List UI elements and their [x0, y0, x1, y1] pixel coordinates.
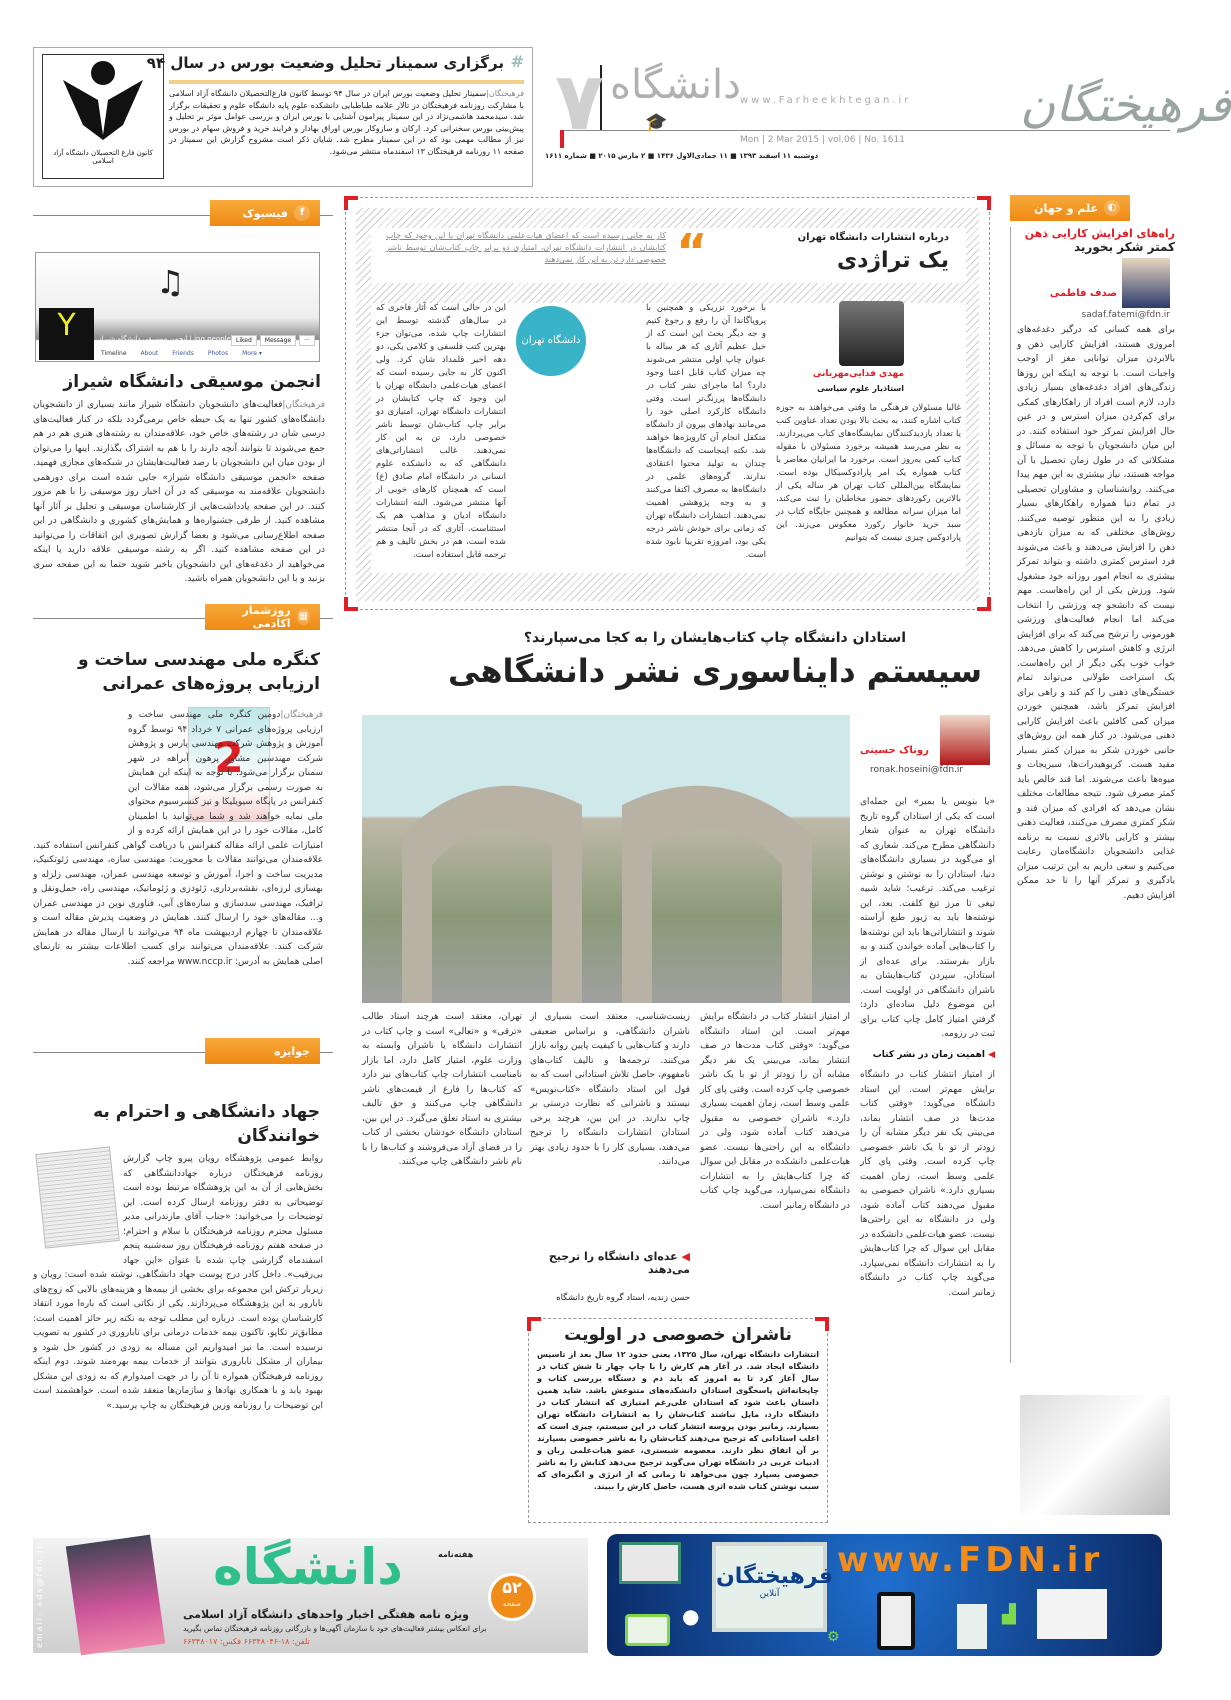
weekly-phone: تلفن: ۱۸-۶۶۳۴۸۰۴۶ فکس: ۶۶۳۴۸۰۱۷ [183, 1637, 310, 1646]
more-button[interactable]: ··· [299, 335, 315, 346]
private-body: انتشارات دانشگاه تهران، سال ۱۳۲۵، یعنی حدود ۱۲ سال بعد از تاسیس دانشگاه ایجاد شد. در آغاز هم کارش را با چاپ چهار تا شش کتاب در سال آغاز کرد تا به امروز که باید دم و دستگاه بررسی کتاب و چاپخانه‌اش پاسخگوی استادان دانشکده‌های متنوعش باشد. شاید همین داستان باعث شود که استادان علی‌رغم امتیازی که انتشار کتاب در دانشگاه دارد، مایل نباشند کتاب‌شان را به انتشارات دانشگاه تهران بسپارند. زمانبر بودن پروسه انتشار کتاب در این سیستم، چیزی است که اغلب استادانی که ترجیح می‌دهند کتاب‌شان را به ناشر خصوصی بسپارند بر آن اتفاق نظر دارند. معصومه شبستری، عضو هیات‌علمی زبان و ادبیات عربی در دانشگاه تهران می‌گوید ترجیح می‌دهد کتابش را به ناشر خصوصی بسپارد چون می‌خواهد تا زمانی که از انرژی و انگیزه‌ای که سبب نوشتن کتاب شده اثری هست، حاصل کارش را ببیند. [537, 1350, 819, 1491]
logo-text: کانون فارغ التحصیلان دانشگاه آزاد اسلامی [53, 149, 153, 165]
chevron-icon: ◀ [984, 1049, 995, 1060]
ad-email: email: ads@fdn.ir [35, 1543, 44, 1648]
fb-page-name: انجمن موسیقی دانشگاه شیراز | ing people [98, 335, 231, 343]
tab-more[interactable]: More ▾ [242, 350, 262, 357]
fdn-url: www.FDN.ir [837, 1540, 1104, 1580]
document-icon [957, 1604, 987, 1649]
cloud-gear-icon: ⚙ [827, 1629, 840, 1645]
author-email: ronak.hoseini@fdn.ir [870, 765, 964, 775]
author-photo [940, 715, 990, 765]
science-title: کمتر شکر بخورید [1073, 240, 1175, 254]
tragedy-col-3: این در حالی است که آثار فاخری که در سال‌های گذشته توسط این انتشارات چاپ شده، می‌توان جزء بهترین کتب فلسفی و کلامی یکی، دو دهه اخیر قلمداد شان کرد. ولی اکنون کار به جایی رسیده است که اعضای هیات‌علمی دانشگاه تهران با این وجود که چاپ کتابشان در انتشارات دانشگاه تهران، امتیازی دو برابر چاپ کتاب‌شان توسط ناشر خصوصی دارد، تن به این کار نمی‌دهند. غالب انتشاراتی‌های دانشگاهی که به دانشکده علوم انسانی در دانشگاه امام صادق (ع) است که همچنان کارهای خوبی از آنها منتشر می‌شود. البته انتشارات دانشگاه ادیان و مذاهب هم یک استثناست. آثاری که در آنجا منتشر شده است، هم در بخش تالیف و هم ترجمه قابل استفاده است. [376, 303, 506, 560]
top-news-body: فرهیختگان|سمینار تحلیل وضعیت بورس ایران در سال ۹۴ توسط کانون فارغ‌التحصیلان دانشگاه آزاد اسلامی با مشارکت روزنامه فرهیختگان در تالار علامه طباطبایی دانشکده علوم پایه دانشگاه علوم و تحقیقات برگزار شد. سیدمحمد هاشمی‌نژاد در این سمینار پیرامون آشنایی با بورس ایران و بررسی عوامل موثر بر تحلیل و پیش‌بینی بورس سخنرانی کرد. ارکان و سازوکار بورس اوراق بهادار و فرایند خرید و فروش سهام در بورس نیز از مطالب مهمی بود که در این سمینار مطرح شد. شایان ذکر است مشروح گزارش این سمینار در صفحه ۱۱ روزنامه فرهیختگان ۱۳ اسفندماه منتشر می‌شود. [169, 89, 525, 156]
graduation-cap-icon: 🎓 [645, 112, 668, 133]
private-publishers-box [528, 1318, 828, 1523]
academic-title: کنگره ملی مهندسی ساخت و ارزیابی پروژه‌های عمرانی [77, 650, 320, 694]
academic-body: فرهیختگان|دومین کنگره ملی مهندسی ساخت و ارزیابی پروژه‌های عمرانی ۷ خرداد ۹۴ توسط گروه آموزش و پژوهش شرکت مهندسی پارس و پژوهش شرکت مهندسین مشاور پرهون آبراهه در شهر سمنان برگزار می‌شود. با توجه به اینکه این همایش به صورت رسمی برگزار می‌شود، همه مقالات این کنفرانس در پایگاه سیویلیکا و نیز کنسرسیوم محتوای ملی نمایه خواهند شد و شما می‌توانید با اطمینان کامل، مقالات خود را در این همایش ارائه کرده و از امتیازات علمی ارائه مقاله کنفرانس با دریافت گواهی کنفرانس استفاده کنید. علاقه‌مندان می‌توانند مقالات با محوریت: مهندسی سازه، مهندسی ژئوتکنیک، مدیریت ساخت و اجرا، آموزش و توسعه مهندسی عمران، مهندسی زلزله و بهسازی لرزه‌ای، نقشه‌برداری، ژئودزی و ژئوماتیک، مهندسی راه، حمل‌ونقل و ترافیک، مهندسی سدسازی و سازه‌های آبی، فناوری نوین در مهندسی عمران و... مقاله‌های خود را ارسال کنند. همایش در وضعیت پذیرش مقاله است و علاقه‌مندان تا چهارم اردیبهشت ماه ۹۴ می‌توانند با ارسال مقاله در همایش شرکت کنند. علاقه‌مندان می‌توانند برای کسب اطلاعات بیشتر به تارنمای اصلی همایش به آدرس: www.nccp.ir مراجعه کنند. [33, 710, 323, 967]
weekly-subtitle: ویژه نامه هفتگی اخبار واحدهای دانشگاه آزاد اسلامی [183, 1608, 469, 1621]
author-email: sadaf.fatemi@fdn.ir [1081, 310, 1170, 320]
globe-icon: ◐ [1104, 200, 1120, 216]
section-title: دانشگاه [610, 62, 741, 108]
tab-timeline[interactable]: Timeline [101, 350, 127, 357]
date-en: Mon | 2 Mar 2015 | vol.06 | No. 1611 [740, 135, 905, 145]
music-couple-icon: ♫ [156, 263, 185, 301]
reply-badge: جوایزه [205, 1038, 320, 1064]
brand-logo: فرهیختگان [1020, 77, 1231, 133]
page-avatar: Y [39, 308, 94, 360]
tragedy-quote: کار به جایی رسیده است که اعضای هیات‌علمی دانشگاه تهران با این وجود که چاپ کتابشان در انتشارات دانشگاه تهران، امتیازی دو برابر چاپ کتاب‌شان توسط ناشر خصوصی دارد تن به این کار نمی‌دهند [386, 231, 666, 264]
main-col-2: از امتیاز انتشار کتاب در دانشگاه برایش مهم‌تر است. این استاد دانشگاه می‌گوید: «وقتی کتاب مدت‌ها در صف انتشار بماند، می‌بینی یک نفر دیگر مشابه آن را زودتر از تو با یک ناشر خصوصی چاپ کرده است. وقتی پای کار علمی وسط است، زمان اهمیت بسیاری دارد.» ناشران خصوصی به مقبول می‌دهند کتاب آماده شود، ولی در دانشگاه به این راحتی‌ها نیست. عضو هیات‌علمی دانشکده در مقابل این سوال که چرا کتاب‌هایش را به انتشارات دانشگاه نمی‌سپارد، می‌گوید چاپ کتاب در دانشگاه زمانبر است. [700, 1012, 850, 1211]
fdn-online-ad[interactable] [607, 1534, 1162, 1656]
phone-icon [625, 1614, 670, 1646]
science-badge: ◐ علم و جهان [1010, 195, 1130, 221]
sugar-image [1020, 1395, 1170, 1515]
weekly-text: برای انعکاس بیشتر فعالیت‌های خود با سازمان آگهی‌ها و بازرگانی روزنامه فرهیختگان تماس بگیرید [183, 1624, 487, 1633]
university-gate-photo [362, 715, 850, 1003]
subhead-university: ◀ عده‌ای دانشگاه را ترجیح می‌دهند [548, 1250, 690, 1276]
main-kicker: استادان دانشگاه چاپ کتاب‌هایشان را به کجا می‌سپارند؟ [523, 630, 907, 646]
author-role: استادیار علوم سیاسی [817, 384, 904, 393]
academic-badge: ▦ روزشمار اکادمی [205, 604, 320, 630]
association-logo [42, 54, 164, 179]
top-news-box [33, 47, 533, 187]
science-body: برای همه کسانی که درگیر دغدغه‌های امروزی هستند، افزایش کارایی ذهن و بالابردن میزان توانایی مغز از اوجب واجبات است. با توجه به اینکه این روزها زندگی‌های افراد دغدغه‌های بسیار زیادی دارد، لازم است افراد از راهکارهای کمکی برای کم‌کردن میزان استرس و در عین حال افزایش تمرکز خود استفاده کنند. در این میان دانشجویان با توجه به مسائل و مشکلاتی که در طول زمان تحصیل با آن مواجه هستند، نیاز بیشتری به این مهم پیدا می‌کنند. روانشناسان و مشاوران تحصیلی در تمام دنیا همواره راهکارهای بسیار زیادی را به این منظور توصیه می‌کنند. روش‌های مختلفی که به میزان بازدهی ذهن را افزایش می‌دهند و باعث می‌شوند فرد استرس کمتری داشته و بتواند تمرکز بیشتری به انجام امور روزانه خود مشغول شود. ورزش یکی از این راه‌هاست. مهم نیست که دانشجو چه ورزشی را انتخاب می‌کند اما انجام فعالیت‌های ورزشی هورمونی را ترشح می‌کند که برای افزایش انرژی و کاهش استرس را کاهش می‌دهد. خواب خوب یکی دیگر از این راه‌هاست. یک استراحت طولانی می‌تواند تمام خستگی‌های ذهنی را کم کند و راهی برای افزایش تمرکز باشد. همچنین خوردن میزان کمی کافئین باعث افزایش کارایی ذهنی می‌شود. در کنار همه این روش‌های جانبی خوردن شکر به میزان کمتر بسیار مفید هست. کربوهیدرات‌ها، سبزیجات و میوه‌ها باعث می‌شوند. اما قند خالص باید کمتر مصرف شود. نتیجه مطالعات مختلف نشان می‌دهد که افرادی که میزان قند و شکر کمتری مصرف می‌کنند، فعالیت ذهنی بیشتر و کارایی بالاتری نسبت به برنامه غذایی دانشجویان دانشگاه‌مان رعایت می‌کنیم و سعی داریم به این ترتیب میزان یادگیری و تمرکز آنها را تا حد ممکن افزایش دهیم. [1017, 325, 1175, 901]
hash-icon: # [510, 52, 524, 71]
tragedy-kicker: درباره انتشارات دانشگاه تهران [797, 232, 949, 243]
main-title: سیستم دایناسوری نشر دانشگاهی [447, 652, 983, 690]
tab-friends[interactable]: Friends [172, 350, 194, 357]
weekly-small-label: هفته‌نامه [438, 1550, 474, 1559]
reply-title: جهاد دانشگاهی و احترام به خوانندگان [93, 1102, 320, 1146]
main-col-3: زیست‌شناسی، معتقد است بسیاری از ناشران دانشگاهی، و براساس ضعیفی دارند و کتاب‌هایی با کیفیت پایین روانه بازار می‌کنند. ترجمه‌ها و تالیف کتاب‌های نامفهوم، حاصل تلاش استادانی است که به قول این استاد دانشگاه «کتاب‌نویس» نیستند و ناشرانی که نظارت درستی بر چاپ ندارند. در این بین، هرچند برخی استادان انتشارات دانشگاه را ترجیح می‌دهند، بسیاری کار را با حدود زیادی بهتر می‌دانند. [530, 1012, 690, 1167]
weekly-title: دانشگاه [213, 1538, 403, 1596]
author-photo [1122, 258, 1170, 308]
subhead-time: ◀ اهمیت زمان در نشر کتاب [872, 1049, 995, 1060]
facebook-badge: f فیسبوک [210, 200, 320, 226]
author-name: مهدی فدایی‌مهربانی [812, 369, 904, 379]
facebook-body: فرهیختگان|فعالیت‌های دانشجویان دانشگاه شیراز مانند بسیاری از دانشجویان دانشگاه‌های کشور تنها به یک حیطه خاص برمی‌گردد بلکه در کنار فعالیت‌های درسی شان در رشته‌های خاص خود، علاقه‌مندان به رشته‌های هنری هم در هم جمع می‌شوند تا بتوانند آنچه دارند را با هم به اشتراک بگذارند. اینها را می‌توان از بودن میان این دانشجویان با رصد فعالیت‌هایشان در شبکه‌های مجازی فهمید. صفحه «انجمن موسیقی دانشگاه شیراز» جایی شده است برای دورهمی دانشجویان علاقه‌مند به موسیقی که در آن اخبار روز موسیقی را با هم مرور کنند. در این صفحه یادداشت‌هایی از کارشناسان موسیقی و تحلیل بر آثار آنها مشاهده کنید. از طرفی جشنواره‌ها و همایش‌های کشوری و دانشگاهی در این صفحه اطلاع‌رسانی می‌شود و بعضا گزارش تصویری این اتفاقات را می‌توانید در این صفحه مشاهده کنید. اگر به رشته موسیقی علاقه دارید یا اینکه می‌خواهید از دغدغه‌های این دانشجویان باخبر شوید حتما به این صفحه سری بزنید و با این دانشجویان همراه باشید. [33, 400, 325, 584]
main-col-4: تهران، معتقد است هرچند استاد طالب «ترقی» و «تعالی» است و چاپ کتاب در انتشارات دانشگاه یا ناشران وابسته به وزارت علوم، امتیاز کامل دارد، اما بازار نامناسب انتشارات چاپ کتاب‌های نیز دارد که کتاب‌ها را فارغ از قیمت‌های ناشر دانشگاهی چاپ می‌کنند و حق تالیف بیشتری به استاد تعلق می‌گیرد. در این بین، استادان دانشگاه خودشان بخشی از کتاب را در فضای آزاد می‌فروشند و کتاب‌ها را با نام ناشر دانشگاهی چاپ می‌کنند. [362, 1012, 522, 1167]
browser-window-icon [1037, 1589, 1107, 1639]
chart-icon: ▟ [1002, 1604, 1016, 1625]
tragedy-col-1: غالبا مسئولان فرهنگی ما وقتی می‌خواهند به حوزه کتاب اشاره کنند، به بحث بالا بودن تعداد عناوین کتب یا تعداد بازدیدکنندگان نمایشگاه‌های کتاب می‌پردازند. به نظر می‌رسد همیشه برخورد مسئولان با مقوله کتاب کمی به‌روز است. برخورد ما ایرانیان معاصر با کتاب همواره یک امر پارادوکسیکال بوده است. نمایشگاه بین‌المللی کتاب تهران هر ساله یکی از بالاترین رکوردهای حضور مخاطبان را ثبت می‌کند، اما میزان سرانه مطالعه و همچنین جایگاه کتاب در سبد خرید خانوار رکورد معکوس می‌زند. این پارادوکس چیزی نیست که بتوانیم [776, 403, 961, 543]
date-fa: دوشنبه ۱۱ اسفند ۱۳۹۳ ■ ۱۱ جمادی‌الاول ۱۴۳۶ ■ ۲ مارس ۲۰۱۵ ■ شماره ۱۶۱۱ [545, 152, 819, 160]
pages-badge: ۵۲ صفحه [488, 1573, 536, 1621]
tragedy-col-2: با برخورد تزریکی و همچنین با پروپاگاندا آن را رفع و رجوع کنیم و جه دیگر بحث این است که از خیل عظیم آثاری که هر ساله با عنوان چاپ اولی منتشر می‌شوند چه میزان کتاب قابل اعتنا وجود دارد؟ اما ماجرای نشر کتاب در دانشگاه‌ها پررنگ‌تر است. وقتی دانشگاه کارکرد اصلی خود را می‌مانند نهادهای بیرون از دانشگاه متکفل انجام آن کارویژه‌ها خواهند شد. نکته اینجاست که دانشگاه‌ها چندان به تولید محتوا اعتقادی ندارند. گروه‌های علمی در دانشگاه‌ها به مصرف اکتفا می‌کنند و به وجه پژوهشی اهمیت نمی‌دهند. انتشارات دانشگاه تهران که زمانی برای خودش ناشر درجه یکی بود، امروزه تقریبا نابود شده است. [646, 303, 766, 560]
tab-about[interactable]: About [140, 350, 159, 357]
tab-photos[interactable]: Photos [207, 350, 229, 357]
website-url: www.Farheekhtegan.ir [740, 95, 912, 106]
subhead-lead: حسن زندیه، استاد گروه تاریخ دانشگاه [556, 1293, 690, 1303]
weekly-ad[interactable] [33, 1538, 588, 1653]
facebook-icon: f [294, 205, 310, 221]
desktop-monitor: فرهیختگان آنلاین [712, 1542, 827, 1632]
facebook-screenshot [35, 252, 320, 362]
author-name: روناک حسینی [860, 745, 929, 756]
reply-body: روابط عمومی پژوهشگاه رویان پیرو چاپ گزارش روزنامه فرهیختگان درباره جهاددانشگاهی که بخش‌هایی از آن به این پژوهشگاه مرتبط بوده است توضیحاتی به دفتر روزنامه ارسال کرده است. این توضیحات را می‌خوانید: «جناب آقای مازندرانی مدیر مسئول محترم روزنامه فرهیختگان با سلام و احترام؛ در صفحه هفتم روزنامه فرهیختگان روز سه‌شنبه پنجم اسفندماه گزارشی چاپ شده با عنوان «این جهاد بی‌رقیب». داخل کادر درج پوست جهاد دانشگاهی، نوشته شده است: رویان و زیربار ترکش این مجموعه برای بخشی از بیمه‌ها و هزینه‌های بالایی که زوج‌های نابارور به این پژوهشگاه می‌پردازند. یکی از نکاتی است که باره‌ا مورد انتقاد کارشناسان بوده است. درباره این مطلب توجه به نکته زیر حائز اهمیت است: مطابق‌تر تکاپو، تاکنون بیمه خدمات درمانی برای ناباروری در کشور به تصویب نرسیده است. ما نیز امیدواریم این مساله به زودی در کشور حل شود و بیماران از مشکل ناباروری بتوانند از خدمات بیمه بهره‌مند شوند. دوم اینکه روزنامه فرهیختگان همواره تا آن را در جهت امیدوارم که به زودی این مشکل بهبود یابد و با همکاری نهادها و سازمان‌ها منعقد شده است. خواهشمند است این توضیحات را روزنامه وزین فرهیختگان به چاپ برسید.» [33, 1154, 323, 1411]
tragedy-title: یک تراژدی [836, 248, 949, 273]
science-kicker: راه‌های افزایش کارایی ذهن [1024, 227, 1175, 240]
main-col-1: «یا بنویس یا بمیر» این جمله‌ای است که یکی از استادان گروه تاریخ دانشگاه تهران به عنوان شعار دانشگاهی مطرح می‌کند. شعاری که او می‌گوید در بسیاری دانشگاه‌های دنیا، استادان را به نوشتن و نوشتن ترغیب می‌کند. ترغیب؛ شاید شبیه تیغی تا مرز تیغ کلفت. بعد، این نوشته‌ها باید به زیور طبع آراسته شوند و انتشاراتی‌ها باید این نوشته‌ها را کتاب‌هایی آماده خواندن کنند و به بازار بفرستند. برای عده‌ای از استادان، سپردن کتاب‌هایشان به ناشران دانشگاهی در اولویت است. این موضوع دلیل ساده‌ای دارد: گرفتن امتیاز کامل چاپ کتاب برای ثبت در رزومه. ◀ اهمیت زمان در نشر کتاب از امتیاز انتشار کتاب در دانشگاه برایش مهم‌تر است. این استاد دانشگاه می‌گوید: «وقتی کتاب مدت‌ها در صف انتشار بماند، می‌بینی یک نفر دیگر مشابه آن را زودتر از تو با یک ناشر خصوصی چاپ کرده است. وقتی پای کار علمی وسط است، زمان اهمیت بسیاری دارد.» ناشران خصوصی به مقبول می‌دهند کتاب آماده شود، ولی در دانشگاه به این راحتی‌ها نیست. عضو هیات‌علمی دانشکده در مقابل این سوال که چرا کتاب‌هایش را به انتشارات دانشگاه نمی‌سپارد، می‌گوید چاپ کتاب در دانشگاه زمانبر است. [860, 797, 995, 1298]
congress-poster: 2 [188, 707, 270, 822]
user-icon: ● [682, 1604, 700, 1628]
calendar-icon: ▦ [297, 609, 310, 625]
university-seal: دانشگاه تهران [516, 306, 586, 376]
magazine-cover-image [66, 1535, 165, 1656]
chevron-icon: ◀ [677, 1250, 690, 1263]
top-news-title: برگزاری سمینار تحلیل وضعیت بورس در سال ۹۴ [146, 54, 504, 72]
message-button[interactable]: Message [260, 335, 296, 346]
author-name: صدف فاطمی [1049, 288, 1117, 299]
tragedy-box [345, 197, 990, 610]
liked-button[interactable]: Liked [231, 335, 257, 346]
facebook-title: انجمن موسیقی دانشگاه شیراز [63, 372, 321, 392]
private-title: ناشران خصوصی در اولویت [564, 1325, 792, 1345]
quote-icon: “ [676, 224, 708, 280]
tablet-icon [877, 1592, 915, 1650]
page-number: ۷ [555, 55, 604, 148]
laptop-icon [619, 1542, 681, 1584]
